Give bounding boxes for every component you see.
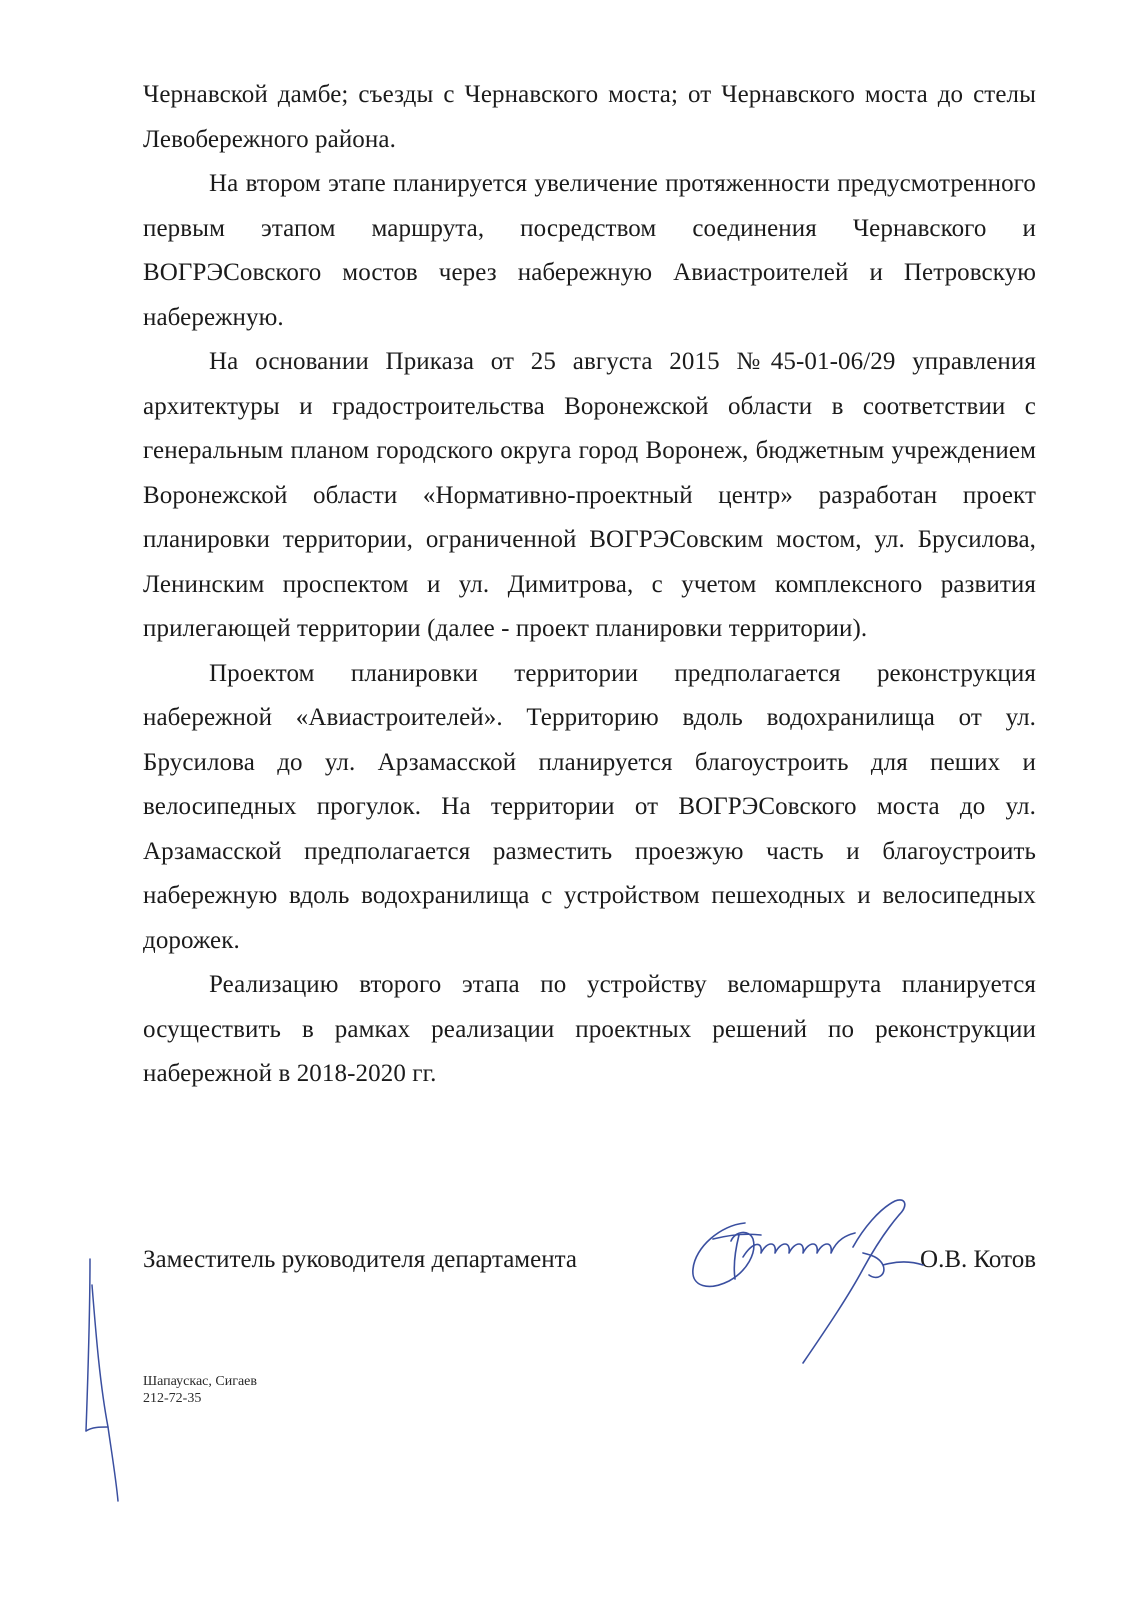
signer-name: О.В. Котов xyxy=(920,1246,1036,1273)
signer-title: Заместитель руководителя департамента xyxy=(143,1246,577,1273)
executor-names: Шапаускас, Сигаев xyxy=(143,1374,257,1389)
executor-phone: 212-72-35 xyxy=(143,1391,202,1406)
paragraph-4: Проектом планировки территории предполагается реконструкция набережной «Авиастроителей». Территорию вдоль водохранилища от ул. Брусилова до ул. Арзамасской планируется благоустроить для пеших и велосипедных прогулок. На территории от ВОГРЭСовского моста до ул. Арзамасской предполагается разместить проезжую часть и благоустроить набережную вдоль водохранилища с устройством пешеходных и велосипедных дорожек. xyxy=(143,659,1036,954)
letter-body xyxy=(143,73,1036,1097)
paragraph-2: На втором этапе планируется увеличение протяженности предусмотренного первым этапом маршрута, посредством соединения Чернавского и ВОГРЭСовского мостов через набережную Авиастроителей и Петровскую набережную. xyxy=(143,170,1036,331)
margin-pen-stroke xyxy=(70,1255,130,1505)
executor-info xyxy=(143,1373,257,1407)
paragraph-1: Чернавской дамбе; съезды с Чернавского моста; от Чернавского моста до стелы Левобережного района. xyxy=(143,81,1036,153)
paragraph-3: На основании Приказа от 25 августа 2015 №45-01-06/29 управления архитектуры и градостроительства Воронежской области в соответствии с генеральным планом городского округа город Воронеж, бюджетным учреждением Воронежской области «Нормативно-проектный центр» разработан проект планировки территории, ограниченной ВОГРЭСовским мостом, ул. Брусилова, Ленинским проспектом и ул. Димитрова, с учетом комплексного развития прилегающей территории (далее - проект планировки территории). xyxy=(143,348,1036,642)
handwritten-signature xyxy=(683,1195,933,1385)
paragraph-5: Реализацию второго этапа по устройству веломаршрута планируется осуществить в рамках реализации проектных решений по реконструкции набережной в 2018-2020 гг. xyxy=(143,971,1036,1087)
